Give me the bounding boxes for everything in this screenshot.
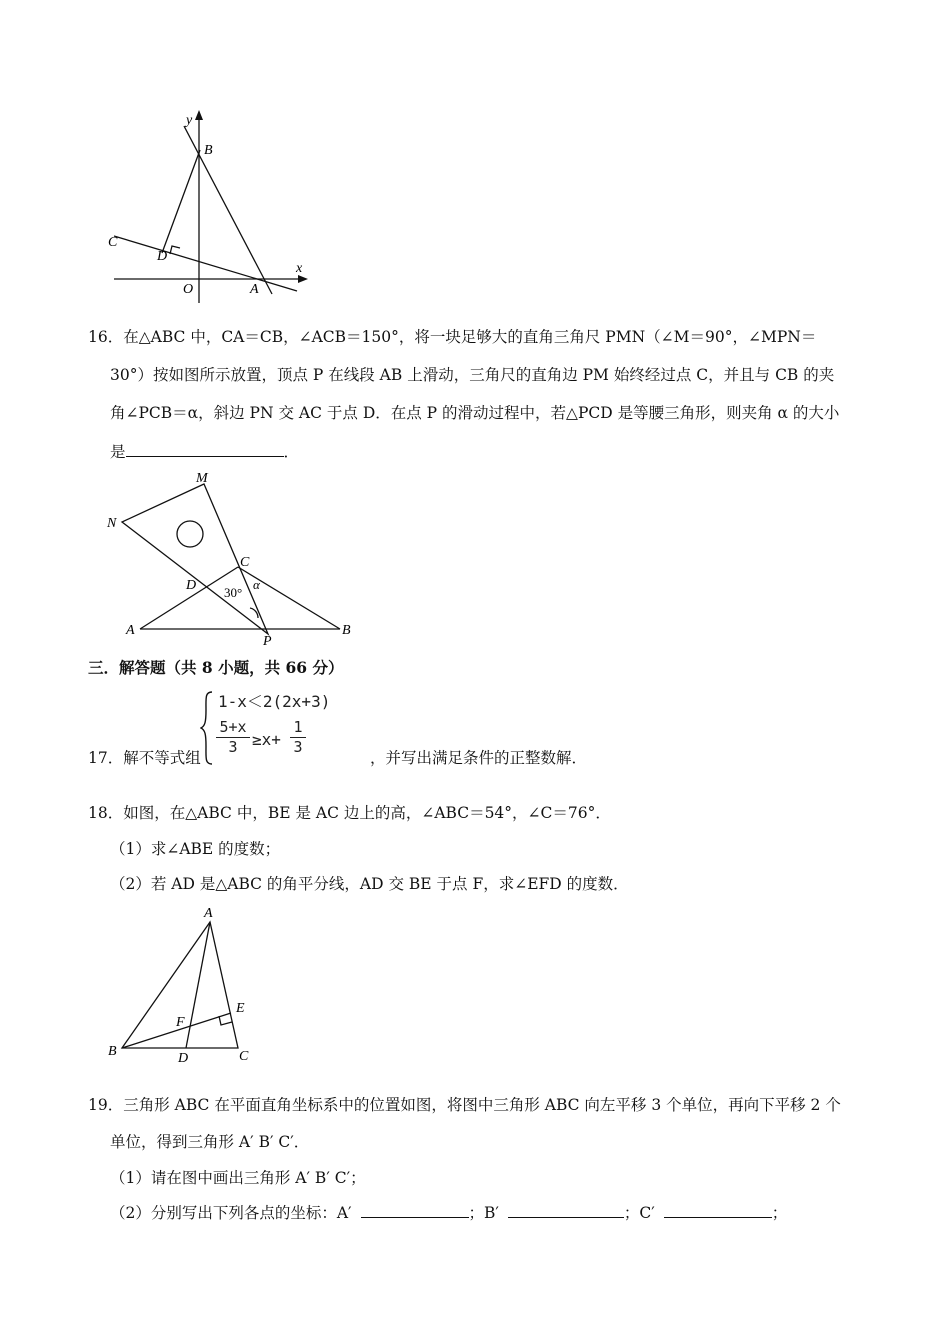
fig15-A: A: [250, 282, 259, 297]
q18-line1: [88, 802, 611, 824]
q17-frac1-num: 5+x: [219, 718, 247, 736]
q17-frac2-den: 3: [290, 737, 306, 757]
q17-number: 17．: [88, 749, 124, 767]
q17-fraction-1: [216, 718, 250, 757]
q17-inequality-1: 1-x＜2(2x+3): [218, 692, 331, 711]
q17-frac1-den: 3: [216, 737, 250, 757]
q19-blank-b[interactable]: [508, 1201, 624, 1218]
q16-text-1: 在△ABC 中，CA＝CB，∠ACB＝150°，将一块足够大的直角三角尺 PMN（∠M＝90°，∠MPN＝: [123, 328, 817, 346]
q19-sub2: [110, 1201, 787, 1224]
q17-pre: 解不等式组: [123, 749, 201, 767]
fig15-O: O: [183, 282, 194, 297]
q16-text-2: 30°）按如图所示放置，顶点 P 在线段 AB 上滑动，三角尺的直角边 PM 始终经过点 C，并且与 CB 的夹: [110, 366, 835, 384]
section-3-heading: 三．解答题（共 8 小题，共 66 分）: [88, 658, 344, 677]
q19-line1: [88, 1094, 841, 1116]
figure-15: [100, 108, 320, 308]
q16-answer-blank[interactable]: [126, 440, 284, 457]
q19-sub2-end: ；: [771, 1204, 788, 1222]
fig16-A: A: [126, 623, 135, 638]
q16-line1: [88, 326, 816, 348]
fig18-E: E: [236, 1001, 245, 1016]
fig18-F: F: [176, 1015, 185, 1030]
fig16-B: B: [342, 623, 351, 638]
fig15-D: D: [157, 249, 168, 264]
q16-line4: [110, 440, 299, 463]
q16-number: 16．: [88, 328, 124, 346]
q17-post: ，并写出满足条件的正整数解．: [370, 749, 588, 767]
fig15-B: B: [204, 143, 213, 158]
fig18-B: B: [108, 1044, 117, 1059]
fig16-angle30: 30°: [224, 585, 243, 600]
q16-text-4-pre: 是: [110, 443, 126, 461]
q17-brace: [200, 690, 214, 766]
q19-sub1: （1）请在图中画出三角形 A′ B′ C′；: [110, 1169, 366, 1187]
fig16-alpha: α: [253, 577, 260, 592]
figure-18: [100, 900, 260, 1065]
fig16-C: C: [240, 555, 250, 570]
q17-fraction-2: [290, 718, 306, 757]
q18-number: 18．: [88, 804, 124, 822]
q19-sub2-b: ；B′: [468, 1204, 499, 1222]
q19-blank-c[interactable]: [664, 1201, 772, 1218]
fig16-P: P: [263, 634, 272, 647]
q18-sub1: （1）求∠ABE 的度数；: [110, 840, 281, 858]
q19-number: 19．: [88, 1096, 124, 1114]
fig16-N: N: [107, 516, 117, 531]
q18-sub2: （2）若 AD 是△ABC 的角平分线，AD 交 BE 于点 F，求∠EFD 的度数．: [110, 875, 629, 893]
fig16-M: M: [196, 471, 208, 486]
fig16-D: D: [186, 578, 197, 593]
q18-text-1: 如图，在△ABC 中，BE 是 AC 边上的高，∠ABC＝54°，∠C＝76°．: [123, 804, 611, 822]
q17-frac2-num: 1: [293, 718, 303, 736]
q19-sub2-c: ；C′: [623, 1204, 655, 1222]
figure-16: [100, 462, 370, 647]
q16-text-3: 角∠PCB＝α，斜边 PN 交 AC 于点 D．在点 P 的滑动过程中，若△PCD 是等腰三角形，则夹角 α 的大小: [110, 404, 840, 422]
fig18-D: D: [178, 1051, 189, 1065]
fig18-A: A: [204, 906, 213, 921]
q19-text-1: 三角形 ABC 在平面直角坐标系中的位置如图，将图中三角形 ABC 向左平移 3 个单位，再向下平移 2 个: [123, 1096, 841, 1114]
q19-blank-a[interactable]: [361, 1201, 469, 1218]
q17-line: [88, 747, 201, 769]
q19-sub2-pre: （2）分别写出下列各点的坐标：A′: [110, 1204, 352, 1222]
fig15-x: x: [296, 261, 303, 276]
fig18-C: C: [239, 1049, 249, 1064]
q16-text-4-post: ．: [283, 443, 300, 461]
q17-geq: ≥x+: [252, 730, 281, 749]
fig15-C: C: [108, 235, 118, 250]
fig15-y: y: [186, 113, 193, 128]
q19-text-2: 单位，得到三角形 A′ B′ C′．: [110, 1133, 310, 1151]
